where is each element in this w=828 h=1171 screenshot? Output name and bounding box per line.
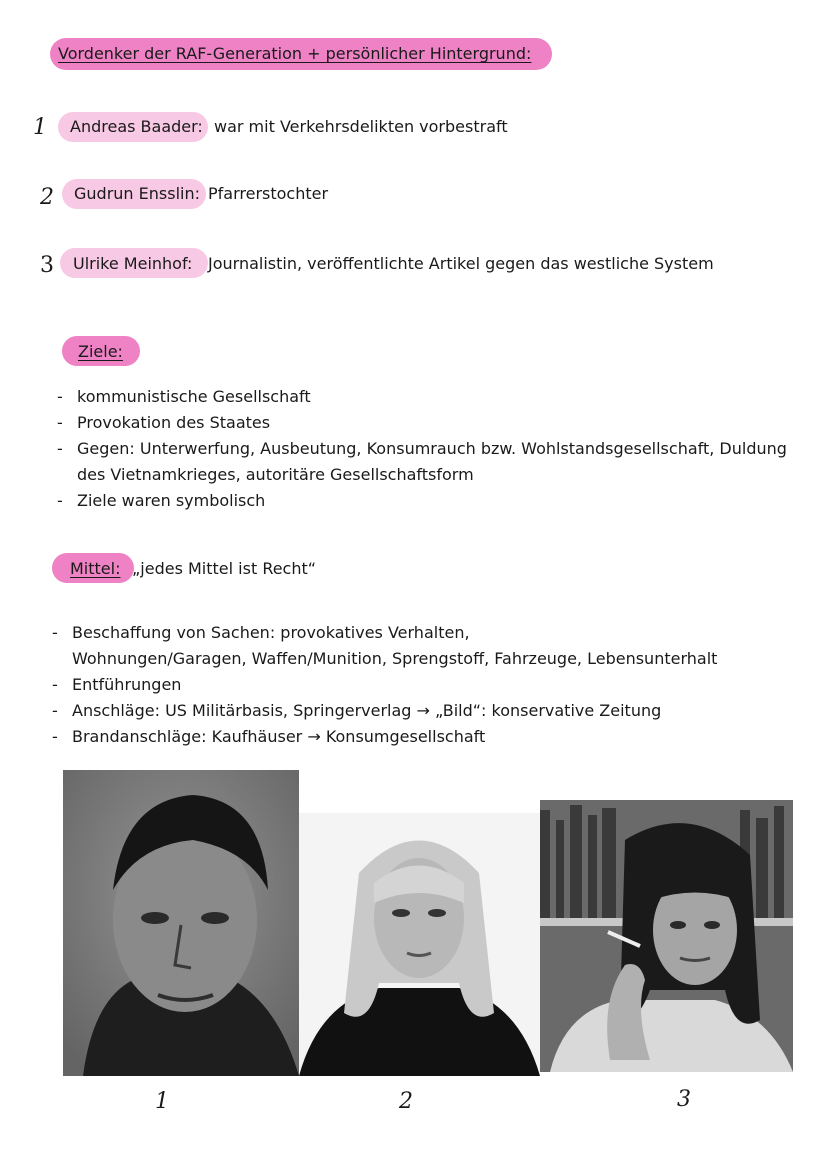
photo-gudrun-ensslin	[299, 813, 540, 1076]
mittel-item-continuation: Wohnungen/Garagen, Waffen/Munition, Sprengstoff, Fahrzeuge, Lebensunterhalt	[72, 649, 718, 668]
person-number-1: 1	[33, 115, 47, 140]
ziele-heading: Ziele:	[78, 342, 123, 361]
mittel-item: - Entführungen	[52, 672, 717, 698]
person-desc-2: Pfarrerstochter	[208, 184, 329, 203]
photo-caption-2: 2	[399, 1089, 413, 1114]
ziele-item: - Gegen: Unterwerfung, Ausbeutung, Konsumrauch bzw. Wohlstandsgesellschaft, Duldung	[57, 436, 787, 462]
ziele-item: - kommunistische Gesellschaft	[57, 384, 787, 410]
ziele-list	[57, 384, 787, 514]
photo-caption-1: 1	[155, 1089, 169, 1114]
person-name-2: Gudrun Ensslin:	[74, 184, 200, 203]
ziele-item: - Provokation des Staates	[57, 410, 787, 436]
mittel-heading: Mittel:	[70, 559, 121, 578]
person-name-1: Andreas Baader:	[70, 117, 203, 136]
mittel-item: - Brandanschläge: Kaufhäuser → Konsumgesellschaft	[52, 724, 717, 750]
person-desc-1: war mit Verkehrsdelikten vorbestraft	[214, 117, 508, 136]
ziele-item-continuation: des Vietnamkrieges, autoritäre Gesellschaftsform	[77, 465, 474, 484]
mittel-item: - Beschaffung von Sachen: provokatives Verhalten,	[52, 620, 717, 646]
page-title: Vordenker der RAF-Generation + persönlicher Hintergrund:	[58, 44, 532, 63]
mittel-list	[52, 620, 717, 750]
photo-ulrike-meinhof	[540, 800, 793, 1072]
photo-andreas-baader	[63, 770, 299, 1076]
person-name-3: Ulrike Meinhof:	[73, 254, 193, 273]
photo-caption-3: 3	[677, 1087, 691, 1112]
person-desc-3: Journalistin, veröffentlichte Artikel gegen das westliche System	[208, 254, 714, 273]
person-number-2: 2	[40, 185, 54, 210]
person-number-3: 3	[40, 253, 54, 278]
mittel-quote: „jedes Mittel ist Recht“	[132, 559, 317, 578]
ziele-item: - Ziele waren symbolisch	[57, 488, 787, 514]
mittel-item: - Anschläge: US Militärbasis, Springerverlag → „Bild“: konservative Zeitung	[52, 698, 717, 724]
